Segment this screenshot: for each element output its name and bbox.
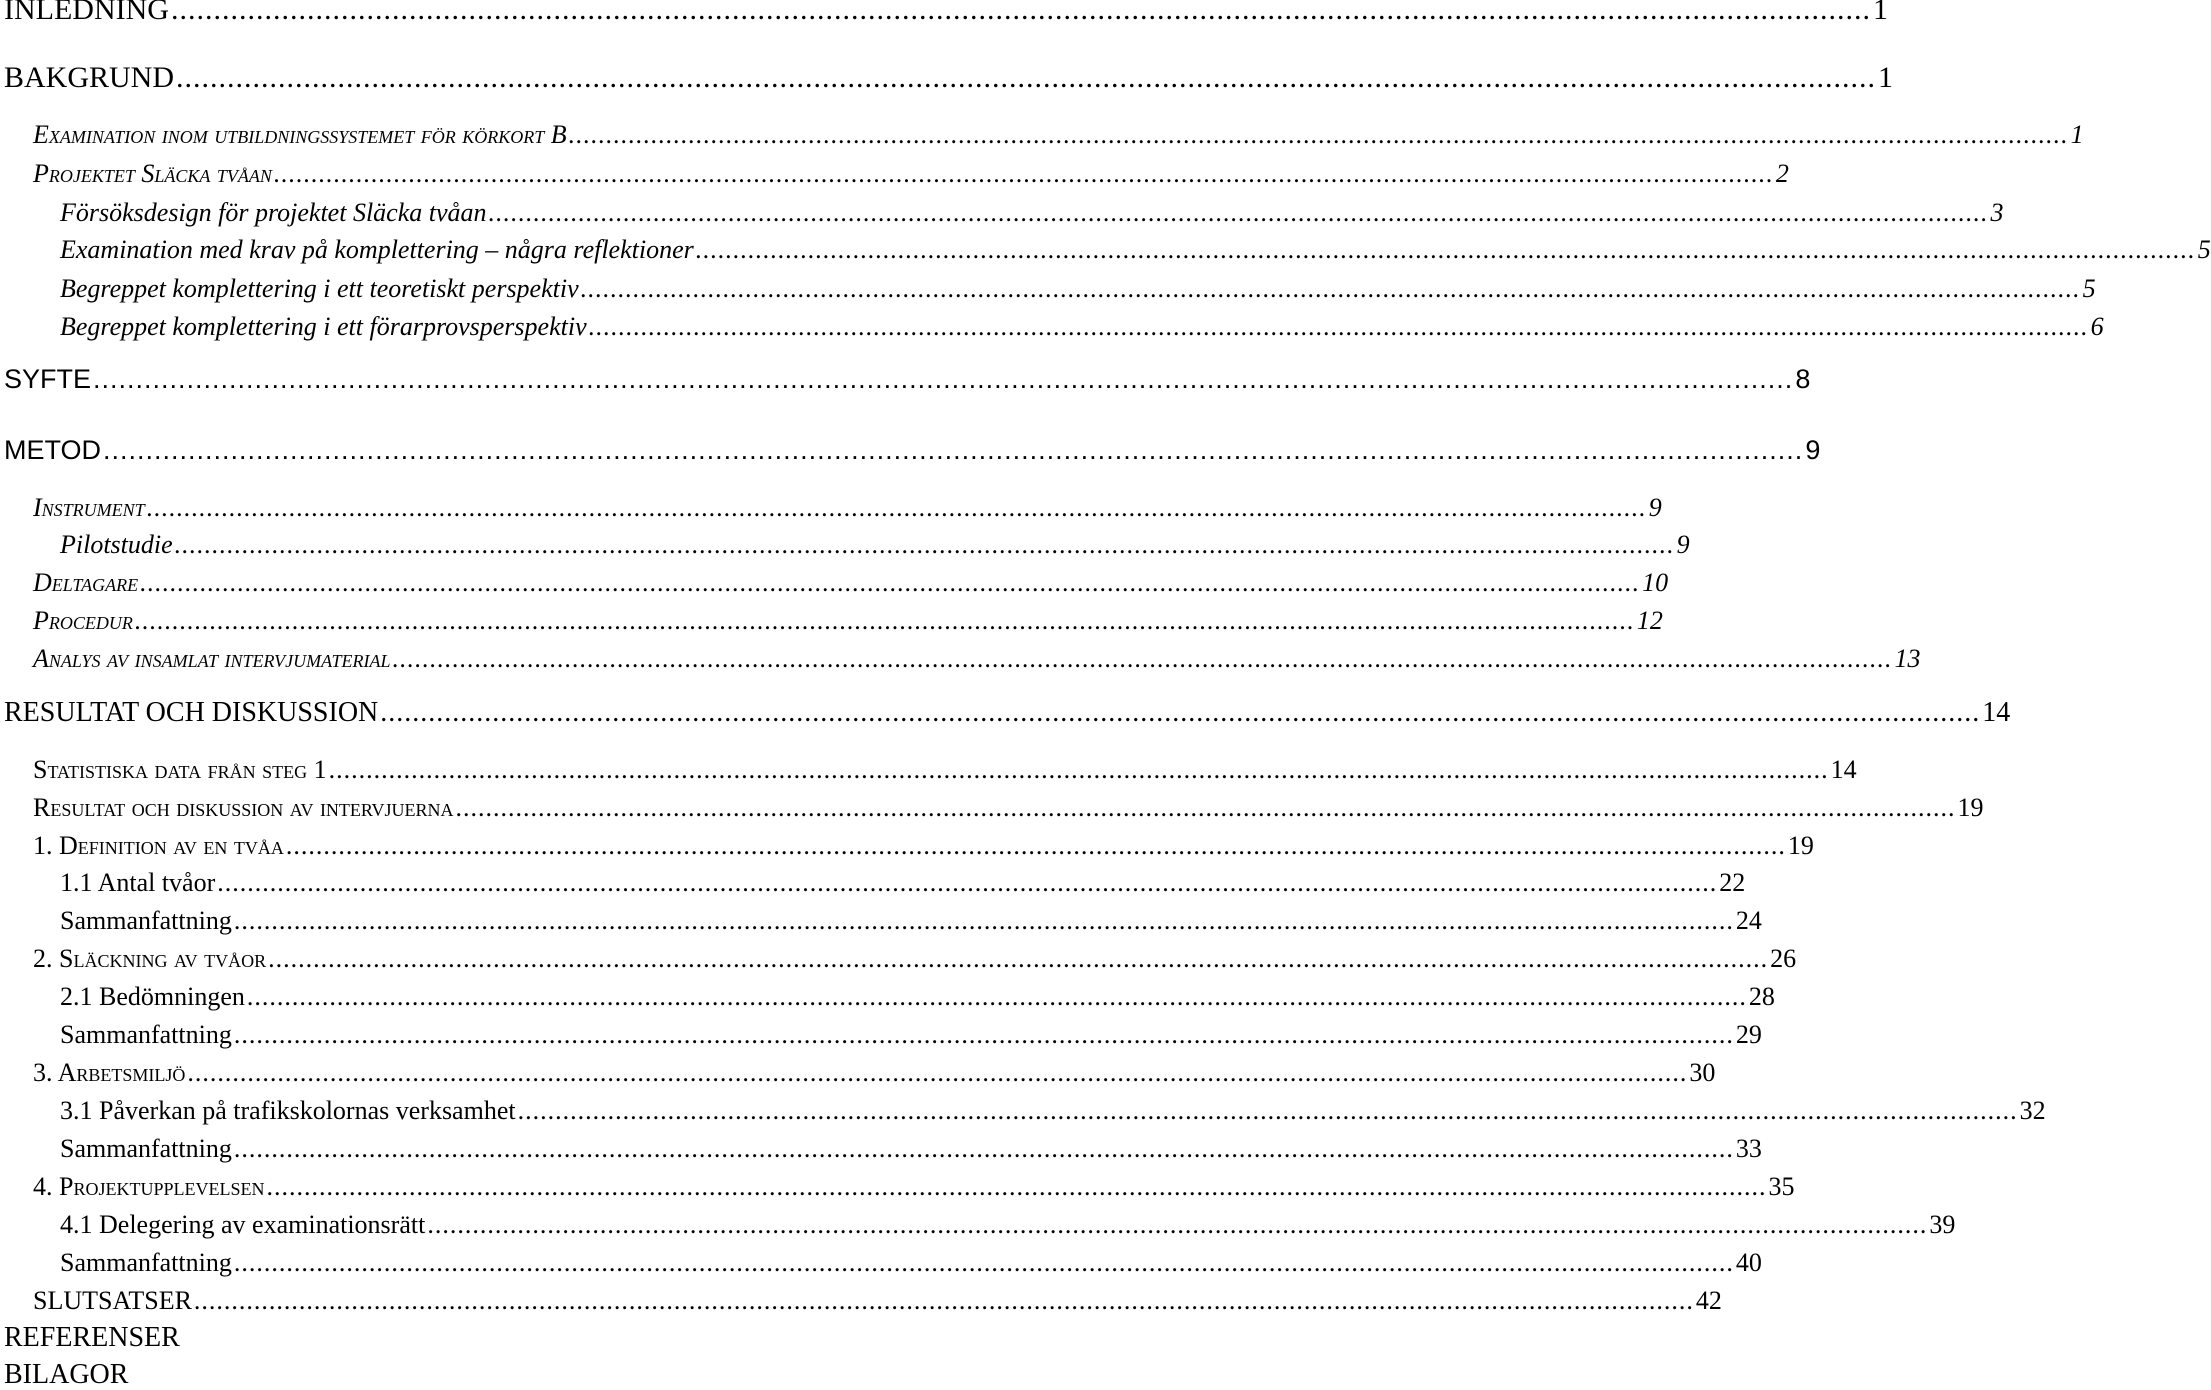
toc-entry-page: 10 <box>1642 568 1669 597</box>
toc-entry-page: 5 <box>2197 235 2211 264</box>
dot-leader: ........................................................................................................................................................................................................ <box>266 1172 1767 1201</box>
toc-entry-title: Sammanfattning <box>60 1134 232 1163</box>
toc-entry-sammanfattning[interactable] <box>0 1134 1762 1163</box>
toc-entry-title: SLUTSATSER <box>33 1286 192 1315</box>
toc-entry-title: 3.1 Påverkan på trafikskolornas verksamhet <box>60 1096 516 1125</box>
toc-entry-page: 9 <box>1676 530 1690 559</box>
toc-entry-definition-av-en-tvaa[interactable] <box>0 831 1814 860</box>
toc-entry-paverkan[interactable] <box>0 1096 2046 1125</box>
dot-leader: ........................................................................................................................................................................................................ <box>187 1058 1688 1087</box>
toc-entry-title: REFERENSER <box>4 1322 180 1353</box>
toc-entry-syfte[interactable] <box>0 364 1811 394</box>
toc-entry-title: INLEDNING <box>4 0 169 26</box>
toc-entry-title: Analys av insamlat intervjumaterial <box>33 644 391 673</box>
toc-entry-page: 24 <box>1735 906 1762 935</box>
toc-entry-slackning-av-tvaor[interactable] <box>0 944 1797 973</box>
toc-entry-page: 1 <box>1872 0 1888 26</box>
dot-leader: ........................................................................................................................................................................................................ <box>103 435 1804 465</box>
dot-leader: ........................................................................................................................................................................................................ <box>568 120 2069 149</box>
toc-entry-title: BILAGOR <box>4 1359 129 1390</box>
dot-leader: ........................................................................................................................................................................................................ <box>580 274 2081 303</box>
dot-leader: ........................................................................................................................................................................................................ <box>134 606 1635 635</box>
toc-entry-title: Begreppet komplettering i ett förarprovsperspektiv <box>60 312 587 341</box>
toc-entry-title: Statistiska data från steg 1 <box>33 755 327 784</box>
toc-entry-projektupplevelsen[interactable] <box>0 1172 1795 1201</box>
dot-leader: ........................................................................................................................................................................................................ <box>588 312 2089 341</box>
toc-entry-examination-med-krav[interactable] <box>0 235 2211 264</box>
toc-entry-title: Sammanfattning <box>60 906 232 935</box>
toc-entry-page: 30 <box>1689 1058 1716 1087</box>
toc-entry-page: 19 <box>1787 831 1814 860</box>
toc-entry-deltagare[interactable] <box>0 568 1669 597</box>
toc-entry-title: SYFTE <box>4 364 92 394</box>
toc-entry-bilagor[interactable] <box>0 1360 952 1389</box>
toc-entry-page: 5 <box>2082 274 2096 303</box>
toc-entry-slutsatser[interactable] <box>0 1286 1722 1315</box>
dot-leader: ........................................................................................................................................................................................................ <box>328 755 1829 784</box>
toc-entry-statistiska-data[interactable] <box>0 755 1857 784</box>
dot-leader: ........................................................................................................................................................................................................ <box>217 868 1718 897</box>
toc-entry-page: 42 <box>1695 1286 1722 1315</box>
toc-entry-page: 29 <box>1735 1020 1762 1049</box>
dot-leader: ........................................................................................................................................................................................................ <box>233 1020 1734 1049</box>
toc-entry-begreppet-forarprov[interactable] <box>0 312 2104 341</box>
toc-entry-delegering[interactable] <box>0 1210 1956 1239</box>
toc-entry-inledning[interactable] <box>0 0 1888 26</box>
dot-leader: ........................................................................................................................................................................................................ <box>140 568 1641 597</box>
toc-entry-title: Instrument <box>33 493 145 522</box>
toc-entry-resultat-intervjuerna[interactable] <box>0 793 1984 822</box>
toc-entry-page: 26 <box>1770 944 1797 973</box>
toc-entry-page: 35 <box>1768 1172 1795 1201</box>
toc-entry-sammanfattning[interactable] <box>0 1020 1762 1049</box>
dot-leader: ........................................................................................................................................................................................................ <box>488 198 1989 227</box>
toc-entry-title: Procedur <box>33 606 133 635</box>
toc-entry-procedur[interactable] <box>0 606 1663 635</box>
toc-entry-page: 9 <box>1805 435 1821 465</box>
toc-entry-forsoksdesign[interactable] <box>0 198 2004 227</box>
toc-entry-referenser[interactable] <box>0 1323 952 1352</box>
toc-entry-page: 33 <box>1735 1134 1762 1163</box>
toc-entry-page: 13 <box>1894 644 1921 673</box>
toc-entry-page: 2 <box>1775 159 1789 188</box>
toc-entry-title: 2. Släckning av tvåor <box>33 944 267 973</box>
toc-entry-title: Pilotstudie <box>60 530 173 559</box>
toc-entry-title: Begreppet komplettering i ett teoretiskt perspektiv <box>60 274 579 303</box>
toc-entry-metod[interactable] <box>0 435 1821 465</box>
toc-entry-instrument[interactable] <box>0 493 1662 522</box>
toc-entry-page: 6 <box>2090 312 2104 341</box>
toc-entry-title: Sammanfattning <box>60 1248 232 1277</box>
toc-entry-page: 9 <box>1648 493 1662 522</box>
toc-entry-title: 2.1 Bedömningen <box>60 982 245 1011</box>
dot-leader: ........................................................................................................................................................................................................ <box>233 1134 1734 1163</box>
toc-entry-title: BAKGRUND <box>4 61 175 94</box>
dot-leader: ........................................................................................................................................................................................................ <box>695 235 2196 264</box>
toc-entry-title: 1.1 Antal tvåor <box>60 868 216 897</box>
toc-entry-title: Försöksdesign för projektet Släcka tvåan <box>60 198 487 227</box>
toc-entry-page: 22 <box>1719 868 1746 897</box>
toc-entry-analys[interactable] <box>0 644 1921 673</box>
toc-entry-page: 39 <box>1929 1210 1956 1239</box>
toc-entry-title: Projektet Släcka tvåan <box>33 159 272 188</box>
toc-entry-title: Deltagare <box>33 568 139 597</box>
toc-entry-page: 14 <box>1982 697 2011 728</box>
dot-leader: ........................................................................................................................................................................................................ <box>93 364 1794 394</box>
toc-entry-page: 12 <box>1636 606 1663 635</box>
dot-leader: ........................................................................................................................................................................................................ <box>273 159 1774 188</box>
dot-leader: ........................................................................................................................................................................................................ <box>176 61 1877 94</box>
dot-leader: ........................................................................................................................................................................................................ <box>517 1096 2018 1125</box>
dot-leader: ........................................................................................................................................................................................................ <box>427 1210 1928 1239</box>
toc-entry-begreppet-teoretiskt[interactable] <box>0 274 2096 303</box>
toc-entry-title: 3. Arbetsmiljö <box>33 1058 186 1087</box>
toc-entry-title: Examination inom utbildningssystemet för körkort B <box>33 120 567 149</box>
toc-entry-page: 1 <box>2070 120 2084 149</box>
dot-leader: ........................................................................................................................................................................................................ <box>380 697 1981 728</box>
toc-entry-sammanfattning[interactable] <box>0 906 1762 935</box>
toc-entry-title: RESULTAT OCH DISKUSSION <box>4 697 379 728</box>
toc-entry-page: 8 <box>1795 364 1811 394</box>
dot-leader: ........................................................................................................................................................................................................ <box>146 493 1647 522</box>
toc-entry-title: 4. Projektupplevelsen <box>33 1172 265 1201</box>
toc-entry-title: Resultat och diskussion av intervjuerna <box>33 793 454 822</box>
toc-entry-antal-tvaor[interactable] <box>0 868 1746 897</box>
toc-entry-page: 3 <box>1990 198 2004 227</box>
toc-entry-title: METOD <box>4 435 102 465</box>
dot-leader: ........................................................................................................................................................................................................ <box>455 793 1956 822</box>
toc-entry-page: 1 <box>1878 61 1894 94</box>
dot-leader: ........................................................................................................................................................................................................ <box>170 0 1871 26</box>
toc-entry-title: 4.1 Delegering av examinationsrätt <box>60 1210 426 1239</box>
toc-entry-examination-inom-utbildningssystemet[interactable] <box>0 120 2084 149</box>
dot-leader: ........................................................................................................................................................................................................ <box>193 1286 1694 1315</box>
dot-leader: ........................................................................................................................................................................................................ <box>174 530 1675 559</box>
toc-entry-bedomningen[interactable] <box>0 982 1775 1011</box>
dot-leader: ........................................................................................................................................................................................................ <box>392 644 1893 673</box>
dot-leader: ........................................................................................................................................................................................................ <box>285 831 1786 860</box>
toc-entry-resultat-och-diskussion[interactable] <box>0 697 2011 728</box>
toc-entry-page: 14 <box>1830 755 1857 784</box>
toc-entry-page: 19 <box>1957 793 1984 822</box>
dot-leader: ........................................................................................................................................................................................................ <box>246 982 1747 1011</box>
toc-entry-page: 40 <box>1735 1248 1762 1277</box>
toc-entry-page: 32 <box>2019 1096 2046 1125</box>
dot-leader: ........................................................................................................................................................................................................ <box>268 944 1769 973</box>
toc-entry-page: 28 <box>1748 982 1775 1011</box>
dot-leader: ........................................................................................................................................................................................................ <box>233 1248 1734 1277</box>
toc-entry-title: 1. Definition av en tvåa <box>33 831 284 860</box>
toc-entry-bakgrund[interactable] <box>0 61 1894 94</box>
toc-entry-projektet-slacka-tvaan[interactable] <box>0 159 1789 188</box>
toc-entry-title: Examination med krav på komplettering – några reflektioner <box>60 235 694 264</box>
toc-entry-title: Sammanfattning <box>60 1020 232 1049</box>
toc-entry-pilotstudie[interactable] <box>0 530 1690 559</box>
dot-leader: ........................................................................................................................................................................................................ <box>233 906 1734 935</box>
toc-entry-sammanfattning[interactable] <box>0 1248 1762 1277</box>
toc-entry-arbetsmiljo[interactable] <box>0 1058 1716 1087</box>
